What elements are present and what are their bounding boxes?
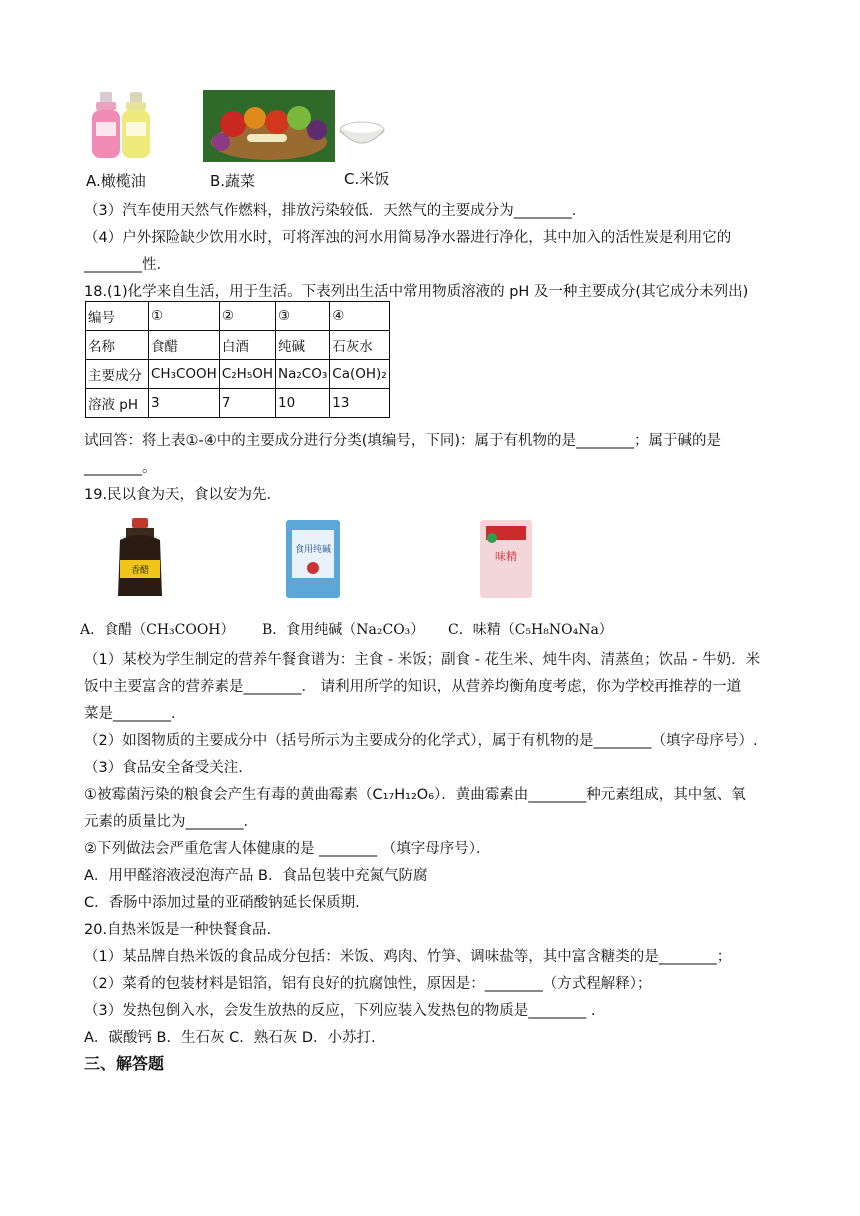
table-cell: 名称 <box>86 331 149 360</box>
table-row <box>86 389 390 418</box>
table-cell: 溶液 pH <box>86 389 149 418</box>
msg-label-text: 味精 <box>495 550 517 563</box>
table-cell: 纯碱 <box>276 331 330 360</box>
q20-part1: （1）某品牌自热米饭的食品成分包括：米饭、鸡肉、竹笋、调味盐等，其中富含糖类的是________； <box>84 949 732 965</box>
msg-package-image <box>478 516 534 600</box>
vinegar-bottle-image <box>112 516 168 600</box>
table-row <box>86 360 390 389</box>
table-cell: 3 <box>149 389 220 418</box>
caption-vinegar: A．食醋（CH₃COOH） <box>80 622 235 638</box>
table-cell: 石灰水 <box>330 331 389 360</box>
ph-table <box>85 301 390 418</box>
olive-oil-bottles-image <box>86 88 158 164</box>
q17-part4-line1: （4）户外探险缺少饮用水时，可将浑浊的河水用简易净水器进行净化，其中加入的活性炭是利用它的 <box>84 230 732 246</box>
table-row <box>86 331 390 360</box>
q20-part2: （2）菜肴的包装材料是铝箔，铝有良好的抗腐蚀性，原因是：________（方式程解释）； <box>84 976 652 992</box>
q19-part1-line2: 饭中主要富含的营养素是________． 请利用所学的知识，从营养均衡角度考虑，你为学校再推荐的一道 <box>84 679 742 695</box>
caption-rice: C.米饭 <box>344 170 390 188</box>
vinegar-label-text: 香醋 <box>130 566 150 576</box>
soda-package-image <box>284 516 342 600</box>
q19-part1-line1: （1）某校为学生制定的营养午餐食谱为：主食 - 米饭；副食 - 花生米、炖牛肉、清蒸鱼；饮品 - 牛奶．米 <box>84 652 761 668</box>
table-cell: 13 <box>330 389 389 418</box>
table-cell: 食醋 <box>149 331 220 360</box>
q17-part3: （3）汽车使用天然气作燃料，排放污染较低．天然气的主要成分为________． <box>84 203 587 219</box>
table-cell: Ca(OH)₂ <box>330 360 389 389</box>
q19-part3-sub2: ②下列做法会严重危害人体健康的是 ________ （填字母序号）． <box>84 841 491 857</box>
q19-part2: （2）如图物质的主要成分中（括号所示为主要成分的化学式），属于有机物的是________（填字母序号）. <box>84 733 758 749</box>
q19-option-c: C．香肠中添加过量的亚硝酸钠延长保质期. <box>84 895 360 911</box>
table-cell: C₂H₅OH <box>219 360 275 389</box>
table-cell: ④ <box>330 302 389 331</box>
table-cell: 7 <box>219 389 275 418</box>
q19-part3-sub1-line2: 元素的质量比为________． <box>84 814 258 830</box>
q18-answer-line2: ________。 <box>84 460 157 476</box>
table-cell: ① <box>149 302 220 331</box>
table-cell: 编号 <box>86 302 149 331</box>
table-cell: 主要成分 <box>86 360 149 389</box>
q17-part4-line2: ________性． <box>84 257 171 273</box>
soda-label-text: 食用纯碱 <box>294 545 332 555</box>
table-cell: Na₂CO₃ <box>276 360 330 389</box>
table-cell: 10 <box>276 389 330 418</box>
q19-title: 19.民以食为天，食以安为先． <box>84 487 282 503</box>
q19-part3-sub1-line1: ①被霉菌污染的粮食会产生有毒的黄曲霉素（C₁₇H₁₂O₆）．黄曲霉素由________种元素组成，其中氢、氧 <box>84 787 746 803</box>
table-cell: ③ <box>276 302 330 331</box>
q19-part3: （3）食品安全备受关注. <box>84 760 243 776</box>
q18-answer-line1: 试回答：将上表①-④中的主要成分进行分类(填编号，下同)：属于有机物的是________；属于碱的是 <box>84 433 722 449</box>
q20-title: 20.自热米饭是一种快餐食品. <box>84 922 272 938</box>
table-row <box>86 302 390 331</box>
q19-option-ab: A．用甲醛溶液浸泡海产品 B．食品包装中充氮气防腐 <box>84 868 428 884</box>
q20-part3: （3）发热包倒入水，会发生放热的反应，下列应装入发热包的物质是________ . <box>84 1003 596 1019</box>
table-cell: ② <box>219 302 275 331</box>
table-cell: 白酒 <box>219 331 275 360</box>
caption-msg: C．味精（C₅H₈NO₄Na） <box>448 622 613 638</box>
section-heading: 三、解答题 <box>84 1054 165 1073</box>
caption-soda: B．食用纯碱（Na₂CO₃） <box>262 622 425 638</box>
q19-part1-line3: 菜是________． <box>84 706 186 722</box>
q18-intro: 18.(1)化学来自生活，用于生活。下表列出生活中常用物质溶液的 pH 及一种主要成分(其它成分未列出) <box>84 284 749 300</box>
q20-options: A．碳酸钙 B．生石灰 C．熟石灰 D．小苏打. <box>84 1030 376 1046</box>
vegetable-basket-image <box>203 90 335 162</box>
table-cell: CH₃COOH <box>149 360 220 389</box>
caption-vegetables: B.蔬菜 <box>210 172 256 190</box>
caption-olive-oil: A.橄榄油 <box>86 172 146 190</box>
rice-bowl-image <box>334 116 390 156</box>
